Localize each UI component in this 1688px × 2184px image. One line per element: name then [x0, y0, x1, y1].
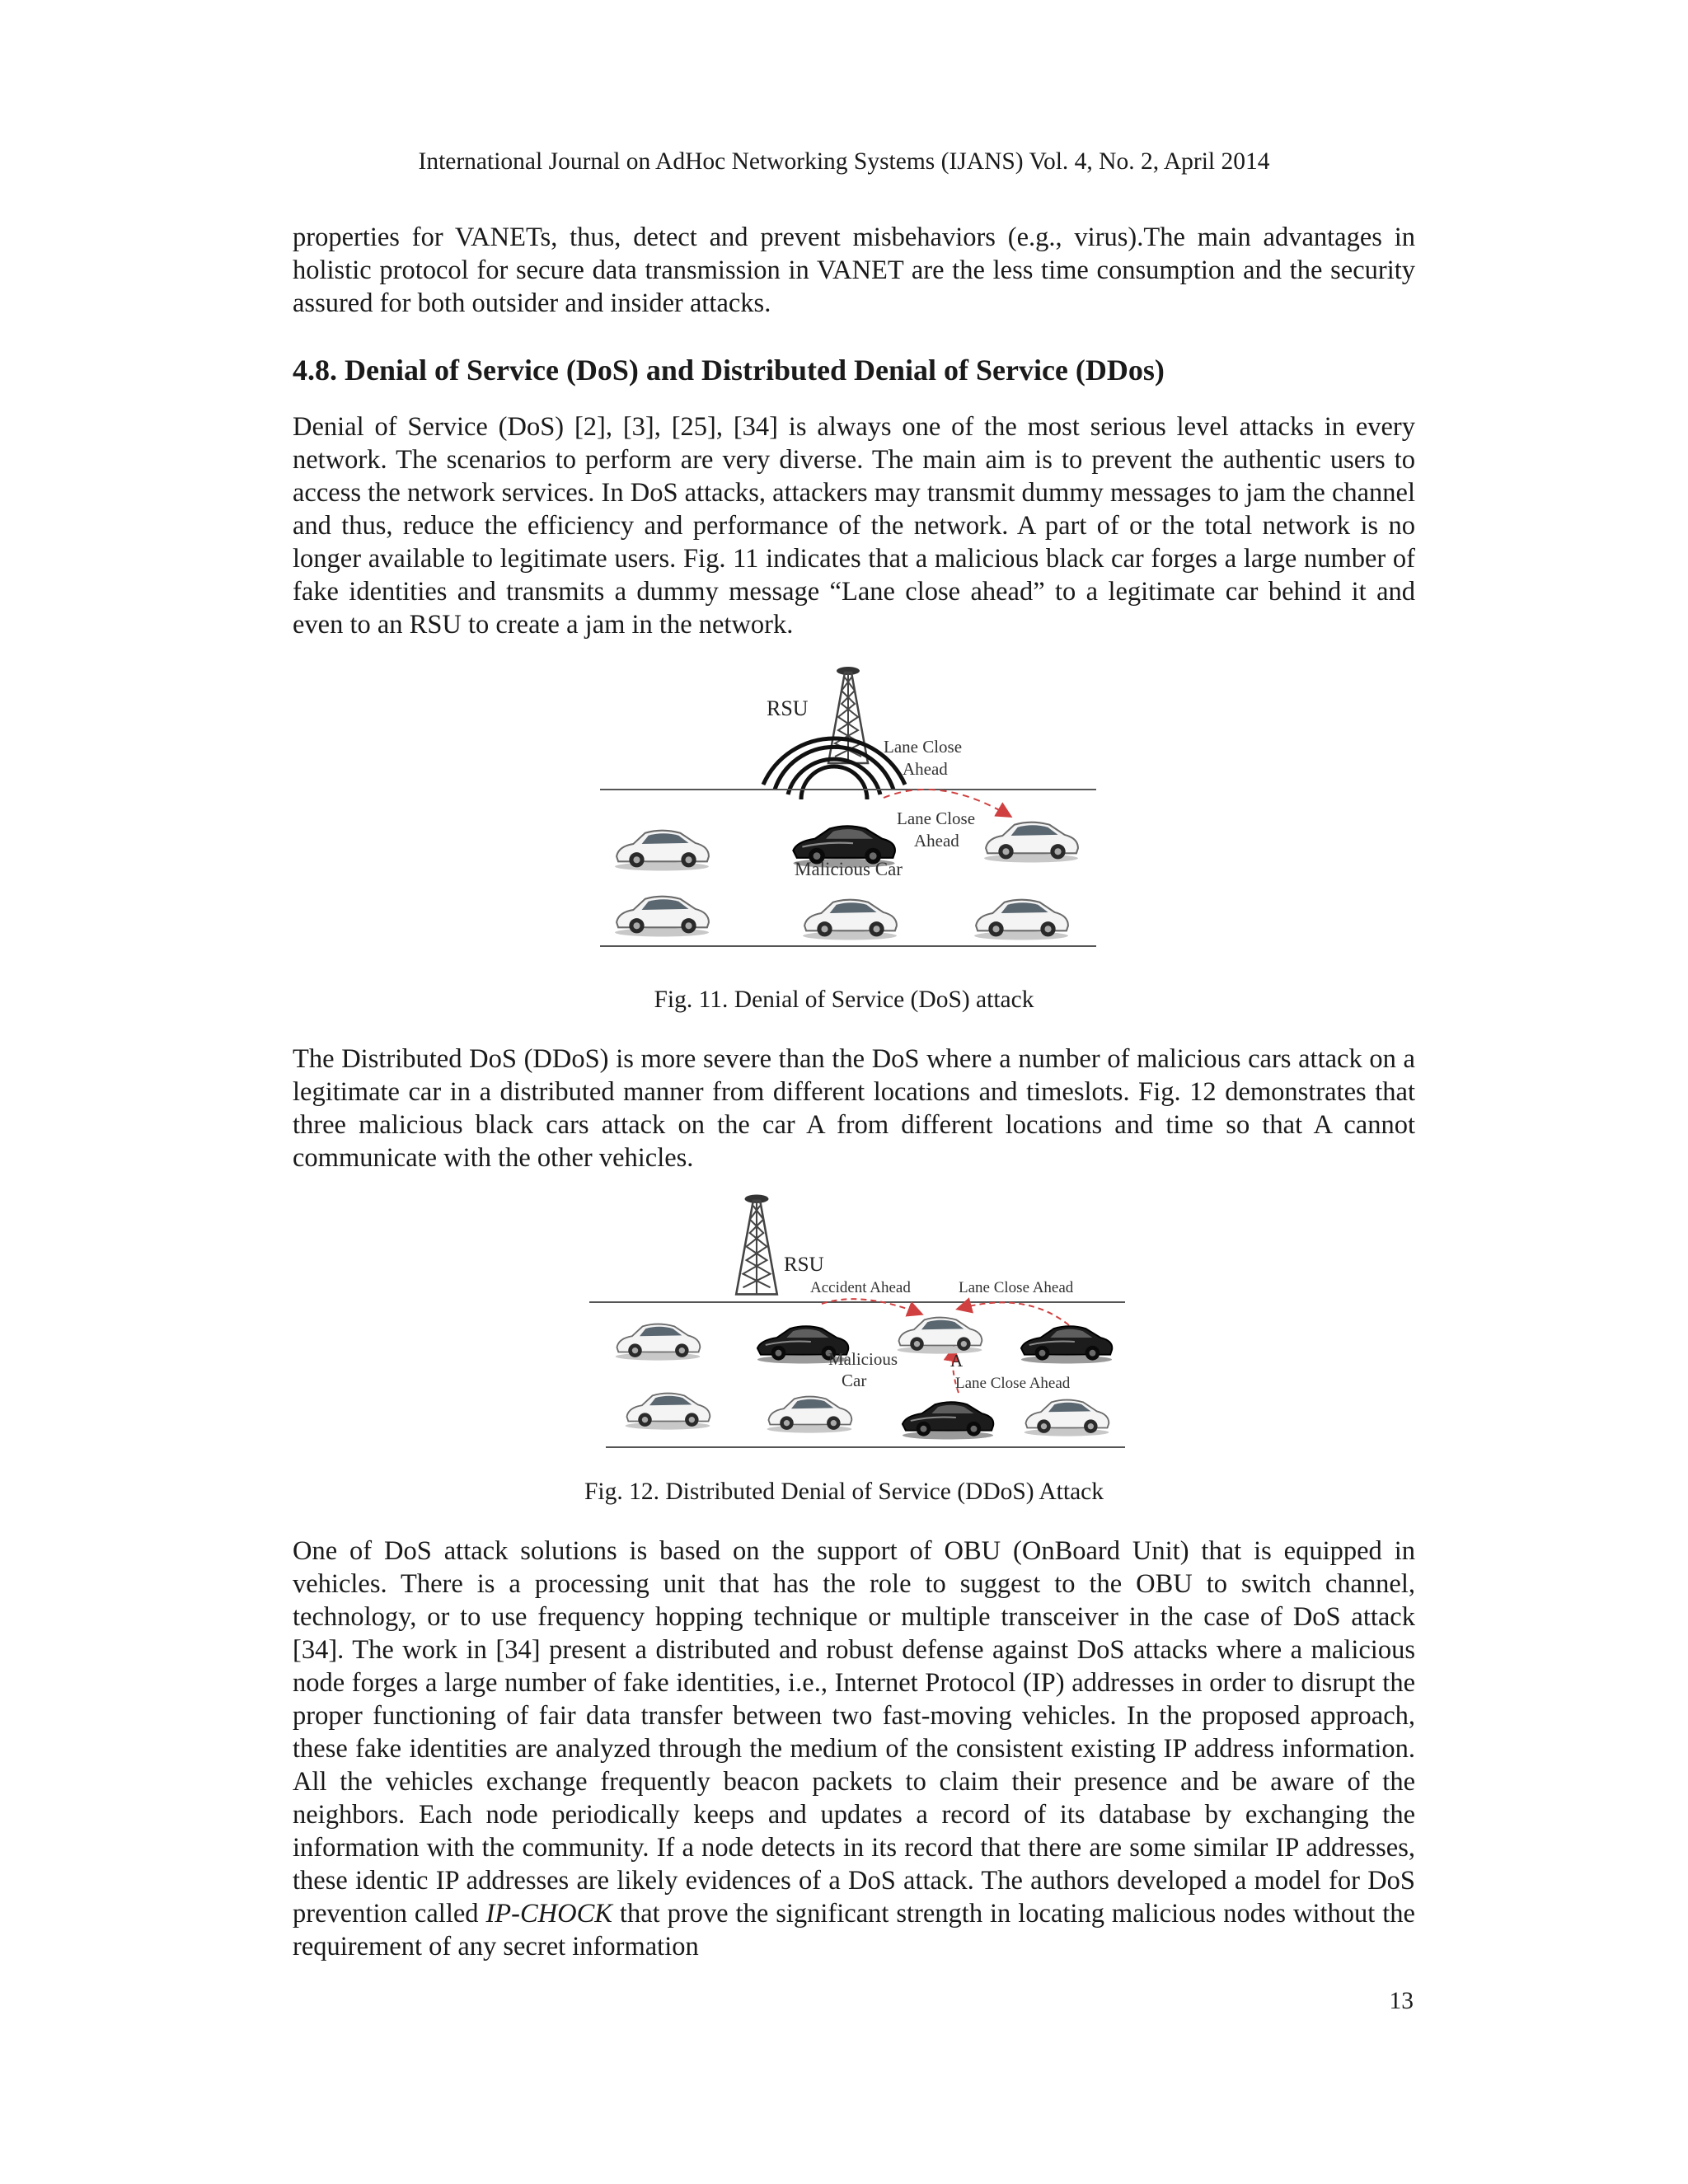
rsu-tower-icon [736, 1195, 777, 1295]
paragraph-solutions [293, 1535, 1415, 1963]
fig12-accident-label: Accident Ahead [810, 1279, 911, 1296]
white-car-icon [616, 1324, 701, 1361]
fig11-malicious-label: Malicious Car [795, 859, 903, 879]
fig12-rsu-label: RSU [784, 1254, 824, 1276]
fig12-malicious-label-line1: Malicious [828, 1349, 898, 1369]
white-car-icon [626, 1394, 710, 1430]
figure-12-caption: Fig. 12. Distributed Denial of Service (DDoS) Attack [584, 1479, 1104, 1505]
journal-header: International Journal on AdHoc Networking Systems (IJANS) Vol. 4, No. 2, April 2014 [418, 148, 1270, 175]
fig11-message-car-line1: Lane Close [897, 808, 976, 828]
fig12-attack-arrow [959, 1302, 1069, 1325]
ip-chock-term: IP-CHOCK [485, 1899, 612, 1929]
paragraph-solutions-text-end: that prove the significant strength in locating malicious nodes without the requirement of any secret information [293, 1899, 1415, 1961]
fig12-lane-label-top: Lane Close Ahead [959, 1279, 1074, 1296]
white-car-icon [984, 823, 1078, 863]
white-car-icon [1025, 1400, 1109, 1436]
paragraph-solutions-text: One of DoS attack solutions is based on the support of OBU (OnBoard Unit) that is equipped in vehicles. There is a processing unit that has the role to suggest to the OBU to switch channel, technology, or to use frequency hopping technique or multiple transceiver in the case of DoS attack [34]. The work in [34] present a distributed and robust defense against DoS attacks where a malicious node forges a large number of fake identities, i.e., Internet Protocol (IP) addresses in order to disrupt the proper functioning of fair data transfer between two fast-moving vehicles. In the proposed approach, these fake identities are analyzed through the medium of the consistent existing IP address information. All the vehicles exchange frequently beacon packets to claim their presence and be aware of the neighbors. Each node periodically keeps and updates a record of its database by exchanging the information with the community. If a node detects in its record that there are some similar IP addresses, these identic IP addresses are likely evidences of a DoS attack. The authors developed a model for DoS prevention called [293, 1536, 1415, 1929]
paragraph-dos: Denial of Service (DoS) [2], [3], [25], [34] is always one of the most serious level attacks in every network. The scenarios to perform are very diverse. The main aim is to prevent the authentic users to access the network services. In DoS attacks, attackers may transmit dummy messages to jam the channel and thus, reduce the efficiency and performance of the network. A part of or the total network is no longer available to legitimate users. Fig. 11 indicates that a malicious black car forges a large number of fake identities and transmits a dummy message “Lane close ahead” to a legitimate car behind it and even to an RSU to create a jam in the network. [293, 412, 1415, 640]
fig12-attack-arrow [822, 1299, 921, 1314]
white-car-icon [615, 831, 709, 871]
car-a-icon [898, 1318, 982, 1354]
page-number: 13 [1389, 1988, 1414, 2014]
figure-11-caption: Fig. 11. Denial of Service (DoS) attack [654, 987, 1034, 1013]
paragraph-intro: properties for VANETs, thus, detect and prevent misbehaviors (e.g., virus).The main advantages in holistic protocol for secure data transmission in VANET are the less time consumption and the security assured for both outsider and insider attacks. [293, 223, 1415, 318]
malicious-car-icon [903, 1402, 993, 1439]
fig11-message-car-line2: Ahead [914, 831, 959, 851]
figure-12-ddos-diagram [589, 1193, 1125, 1457]
section-heading: 4.8. Denial of Service (DoS) and Distributed Denial of Service (DDos) [293, 354, 1165, 387]
white-car-icon [803, 900, 897, 940]
fig12-lane-label-bottom: Lane Close Ahead [955, 1375, 1071, 1392]
white-car-icon [767, 1397, 852, 1433]
fig12-malicious-label-line2: Car [842, 1371, 867, 1390]
paragraph-ddos: The Distributed DoS (DDoS) is more severe than the DoS where a number of malicious cars attack on a legitimate car in a distributed manner from different locations and timeslots. Fig. 12 demonstrates that three malicious black cars attack on the car A from different locations and time so that A cannot communicate with the other vehicles. [293, 1044, 1415, 1173]
fig11-rsu-label: RSU [767, 696, 809, 720]
malicious-car-icon [1021, 1326, 1112, 1363]
fig11-message-rsu-line2: Ahead [903, 759, 948, 779]
figure-11-dos-diagram [593, 659, 1104, 956]
fig11-message-rsu-line1: Lane Close [884, 737, 963, 757]
white-car-icon [974, 900, 1068, 940]
fig12-car-a-label: A [950, 1351, 964, 1371]
white-car-icon [615, 897, 709, 937]
